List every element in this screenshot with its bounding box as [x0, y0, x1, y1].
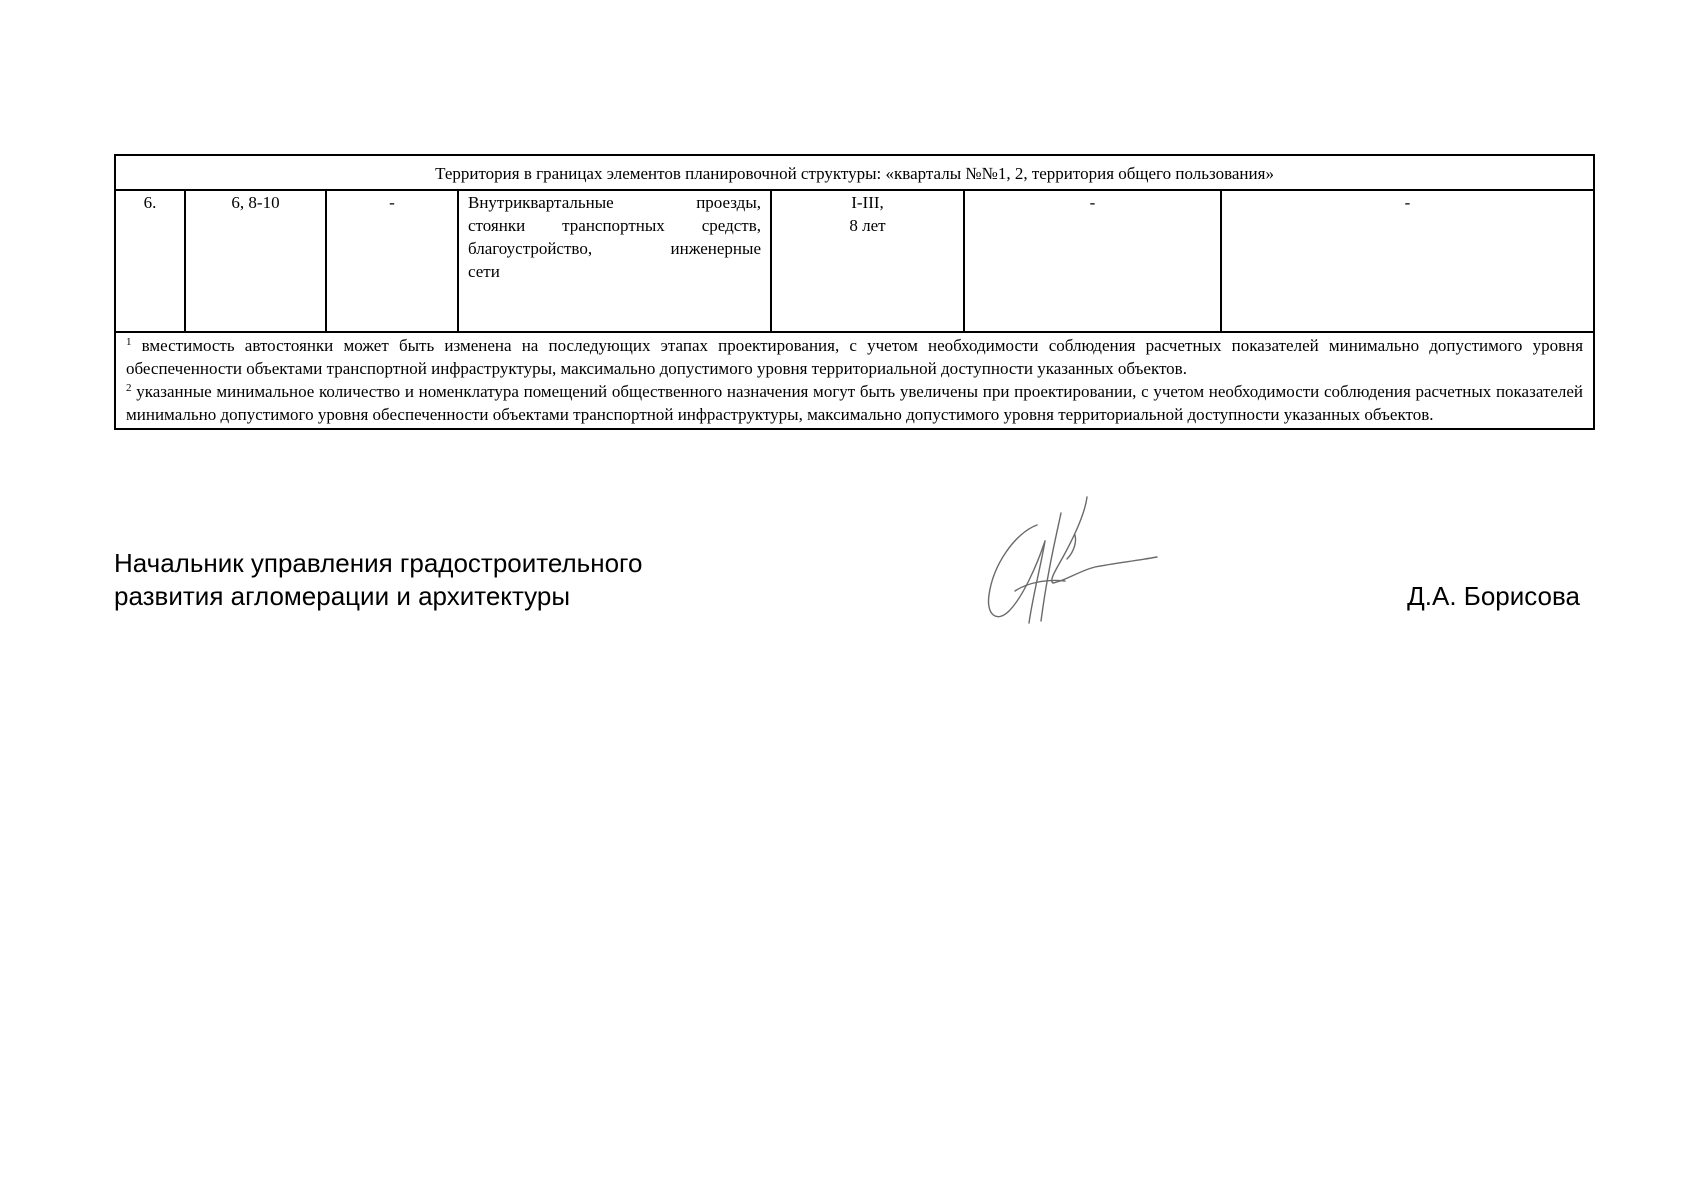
footnote-1 [126, 334, 1583, 380]
stage-cell [771, 190, 964, 332]
signatory-name: Д.А. Борисова [1407, 581, 1580, 611]
cell-col7: - [1221, 190, 1594, 332]
footnote-2 [126, 380, 1583, 426]
signatory-position [114, 547, 642, 613]
footnote-1-text: вместимость автостоянки может быть изменена на последующих этапах проектирования, с учетом необходимости соблюдения расчетных показателей минимально допустимого уровня обеспеченности объектами транспортной инфраструктуры, максимально допустимого уровня территориальной доступности указанных объектов. [126, 336, 1584, 378]
row-number: 6. [115, 190, 185, 332]
section-header: Территория в границах элементов планировочной структуры: «кварталы №№1, 2, территория общего пользования» [115, 155, 1594, 190]
footnote-2-text: указанные минимальное количество и номенклатура помещений общественного назначения могут быть увеличены при проектировании, с учетом необходимости соблюдения расчетных показателей минимально допустимого уровня обеспеченности объектами транспортной инфраструктуры, максимально допустимого уровня территориальной доступности указанных объектов. [126, 382, 1584, 424]
cell-col6: - [964, 190, 1221, 332]
stage-label: I-III, [851, 193, 884, 212]
purpose-line: благоустройство, инженерные [468, 239, 761, 258]
table-row [115, 190, 1594, 332]
document-table [114, 154, 1595, 430]
position-line: Начальник управления градостроительного [114, 548, 643, 578]
purpose-line: Внутриквартальные проезды, [468, 193, 761, 212]
cell-col3: - [326, 190, 458, 332]
footnote-2-marker: 2 [126, 382, 132, 394]
footnotes-row [115, 332, 1594, 429]
purpose-line: сети [468, 262, 500, 281]
footnotes-cell [115, 332, 1594, 429]
purpose-cell [458, 190, 771, 332]
purpose-line: стоянки транспортных средств, [468, 216, 761, 235]
handwritten-signature [975, 495, 1175, 635]
plot-numbers: 6, 8-10 [185, 190, 326, 332]
stage-duration: 8 лет [849, 216, 886, 235]
position-line: развития агломерации и архитектуры [114, 581, 571, 611]
section-header-row [115, 155, 1594, 190]
footnote-1-marker: 1 [126, 336, 132, 348]
